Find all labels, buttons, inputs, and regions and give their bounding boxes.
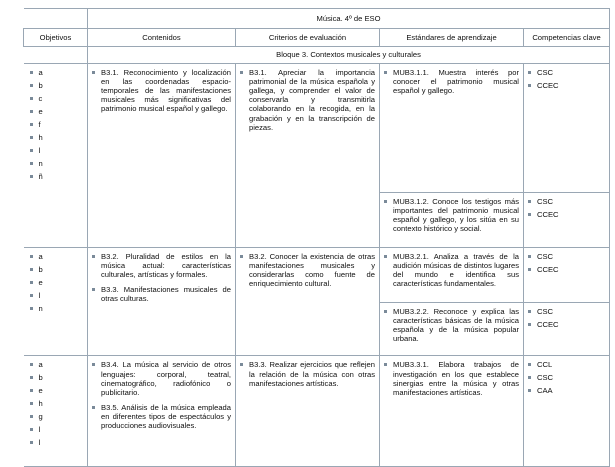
estandar-cell <box>380 248 524 303</box>
table-title: Música. 4º de ESO <box>88 9 610 29</box>
bloque-gutter <box>24 47 88 64</box>
estandar-cell <box>380 356 524 467</box>
objetivo-item: e <box>30 386 86 395</box>
objetivo-item: g <box>30 412 86 421</box>
competencia-item: CSC <box>528 307 605 316</box>
objetivo-item: h <box>30 133 86 142</box>
objetivo-item: a <box>30 360 86 369</box>
competencia-item: CSC <box>528 68 605 77</box>
objetivo-item: e <box>30 278 86 287</box>
objetivos-cell <box>24 356 88 467</box>
estandar-cell <box>380 303 524 356</box>
objetivo-item: l <box>30 425 86 434</box>
competencia-item: CCEC <box>528 265 605 274</box>
header-contenidos: Contenidos <box>88 29 236 47</box>
contenidos-cell <box>88 356 236 467</box>
competencias-cell <box>524 64 610 193</box>
estandar-cell <box>380 193 524 248</box>
competencia-item: CAA <box>528 386 605 395</box>
competencia-item: CSC <box>528 373 605 382</box>
objetivo-item: e <box>30 107 86 116</box>
objetivos-cell <box>24 248 88 356</box>
competencia-item: CCEC <box>528 320 605 329</box>
estandar-item: MUB3.1.2. Conoce los testigos más importantes del patrimonio musical español y gallego, y los sitúa en su contexto histórico y social. <box>384 197 519 233</box>
header-blank <box>24 9 88 29</box>
objetivo-item: l <box>30 291 86 300</box>
objetivo-item: a <box>30 68 86 77</box>
contenido-item: B3.5. Análisis de la música empleada en diferentes tipos de espectáculos y producciones audiovisuales. <box>92 403 231 430</box>
estandar-cell <box>380 64 524 193</box>
contenido-item: B3.1. Reconocimiento y localización en las coordenadas espacio-temporales de las manifestaciones musicales más significativas del patrimonio musical español y gallego. <box>92 68 231 114</box>
objetivo-item: b <box>30 373 86 382</box>
estandar-item: MUB3.2.2. Reconoce y explica las características básicas de la música española y de la música popular urbana. <box>384 307 519 343</box>
objetivo-item: n <box>30 159 86 168</box>
objetivo-item: l <box>30 146 86 155</box>
objetivo-item: ñ <box>30 172 86 181</box>
competencias-cell <box>524 303 610 356</box>
criterio-item: B3.1. Apreciar la importancia patrimonial de la música española y gallega, y comprender el valor de conservarla y transmitirla colaborando en la recogida, en la grabación y en la transcripción de piezas. <box>240 68 375 132</box>
objetivo-item: n <box>30 304 86 313</box>
header-competencias: Competencias clave <box>524 29 610 47</box>
criterio-cell <box>236 64 380 248</box>
competencias-cell <box>524 356 610 467</box>
contenidos-cell <box>88 64 236 248</box>
criterio-item: B3.3. Realizar ejercicios que reflejen la relación de la música con otras manifestaciones artísticas. <box>240 360 375 387</box>
header-objetivos: Objetivos <box>24 29 88 47</box>
header-estandares: Estándares de aprendizaje <box>380 29 524 47</box>
competencia-item: CCEC <box>528 81 605 90</box>
objetivo-item: b <box>30 265 86 274</box>
objetivo-item: h <box>30 399 86 408</box>
objetivo-item: l <box>30 438 86 447</box>
contenido-item: B3.4. La música al servicio de otros lenguajes: corporal, teatral, cinematográfico, radiofónico o publicitario. <box>92 360 231 396</box>
estandar-item: MUB3.2.1. Analiza a través de la audición músicas de distintos lugares del mundo e identifica sus características fundamentales. <box>384 252 519 288</box>
bloque-title: Bloque 3. Contextos musicales y culturales <box>88 47 610 64</box>
contenidos-cell <box>88 248 236 356</box>
competencia-item: CCL <box>528 360 605 369</box>
competencias-cell <box>524 193 610 248</box>
criterio-cell <box>236 248 380 356</box>
competencias-cell <box>524 248 610 303</box>
competencia-item: CSC <box>528 252 605 261</box>
objetivo-item: a <box>30 252 86 261</box>
objetivo-item: c <box>30 94 86 103</box>
competencia-item: CCEC <box>528 210 605 219</box>
header-criterios: Criterios de evaluación <box>236 29 380 47</box>
objetivo-item: f <box>30 120 86 129</box>
criterio-item: B3.2. Conocer la existencia de otras manifestaciones musicales y considerarlas como fuente de enriquecimiento cultural. <box>240 252 375 288</box>
contenido-item: B3.3. Manifestaciones musicales de otras culturas. <box>92 285 231 303</box>
curriculum-table <box>23 8 610 467</box>
contenido-item: B3.2. Pluralidad de estilos en la música actual: características culturales, artísticas y formales. <box>92 252 231 279</box>
estandar-item: MUB3.3.1. Elabora trabajos de investigación en los que establece sinergias entre la música y otras manifestaciones artísticas. <box>384 360 519 396</box>
objetivos-cell <box>24 64 88 248</box>
competencia-item: CSC <box>528 197 605 206</box>
estandar-item: MUB3.1.1. Muestra interés por conocer el patrimonio musical español y gallego. <box>384 68 519 95</box>
criterio-cell <box>236 356 380 467</box>
objetivo-item: b <box>30 81 86 90</box>
